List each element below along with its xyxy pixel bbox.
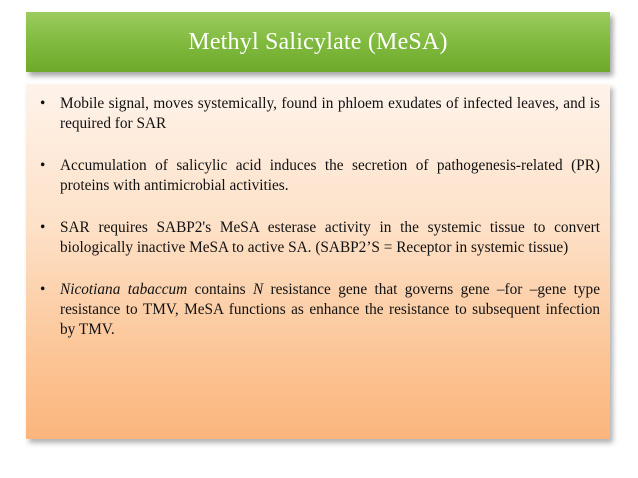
bullet-mark: • — [40, 281, 46, 298]
gene-name: N — [252, 281, 264, 298]
bullet-text: Mobile signal, moves systemically, found in phloem exudates of infected leaves, and is required for SAR — [60, 95, 600, 132]
bullet-item-1 — [36, 94, 600, 134]
bullet-mark: • — [40, 95, 46, 112]
bullet-item-2 — [36, 156, 600, 196]
bullet-mark: • — [40, 219, 46, 236]
bullet-item-4 — [36, 280, 600, 340]
bullet-item-3 — [36, 218, 600, 258]
species-name: Nicotiana tabaccum — [60, 281, 188, 298]
bullet-text-part: resistance gene that governs gene –for –gene type resistance to TMV, MeSA functions as enhance the resistance to subsequent infection by TMV. — [60, 281, 600, 338]
slide-title: Methyl Salicylate (MeSA) — [188, 28, 448, 55]
bullet-text: Accumulation of salicylic acid induces the secretion of pathogenesis-related (PR) proteins with antimicrobial activities. — [60, 157, 600, 194]
bullet-text-part: contains — [187, 281, 253, 298]
slide-title-bar — [26, 12, 610, 72]
bullet-text: SAR requires SABP2's MeSA esterase activity in the systemic tissue to convert biologically inactive MeSA to active SA. (SABP2’S = Receptor in systemic tissue) — [60, 219, 600, 256]
bullet-list — [36, 94, 600, 340]
slide-content-box — [26, 84, 610, 439]
bullet-mark: • — [40, 157, 46, 174]
